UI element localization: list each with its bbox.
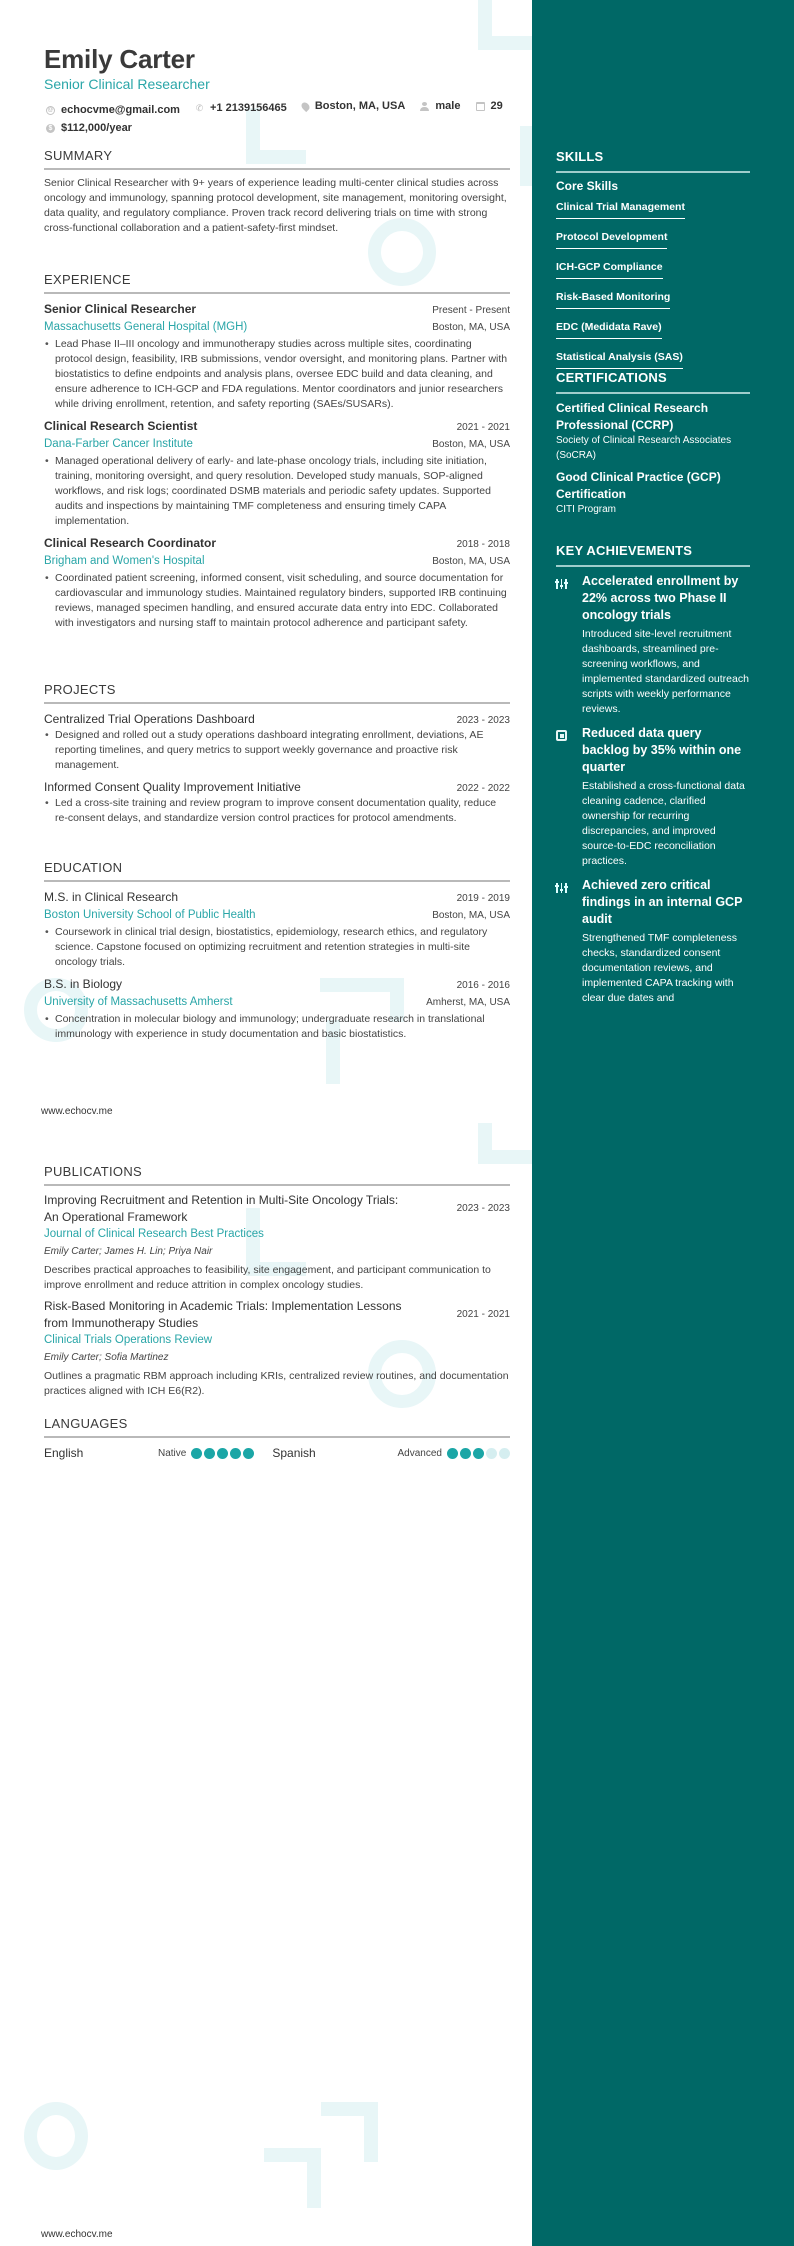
languages-row [44, 1444, 510, 1460]
location-pin-icon [300, 101, 311, 112]
job-title: Senior Clinical Researcher [44, 302, 197, 316]
publication-dates: 2021 - 2021 [456, 1309, 510, 1320]
publication-title: Risk-Based Monitoring in Academic Trials: Implementation Lessons from Immunotherapy Studies [44, 1299, 402, 1330]
section-heading: PROJECTS [44, 682, 510, 704]
section-heading: LANGUAGES [44, 1416, 510, 1438]
achievements-section [556, 543, 750, 1014]
proficiency-dots [191, 1448, 254, 1459]
achievement-description: Established a cross-functional data cleaning cadence, clarified ownership for recurring discrepancies, and improved source-to-EDC reconciliation practices. [582, 780, 745, 867]
job-title: Clinical Research Scientist [44, 419, 198, 433]
achievement-title: Achieved zero critical findings in an internal GCP audit [582, 878, 743, 926]
proficiency-dots [447, 1448, 510, 1459]
skill-item: ICH-GCP Compliance [556, 261, 663, 279]
section-heading: EDUCATION [44, 860, 510, 882]
job-dates: 2018 - 2018 [456, 539, 510, 550]
experience-entry [44, 534, 510, 631]
dot-empty [499, 1448, 510, 1459]
language-name: Spanish [272, 1446, 316, 1460]
degree: B.S. in Biology [44, 977, 123, 991]
contact-gender: male [420, 98, 460, 115]
decor-bracket [478, 36, 532, 50]
section-heading: KEY ACHIEVEMENTS [556, 543, 750, 567]
contact-phone[interactable]: ✆ +1 2139156465 [195, 102, 287, 114]
skill-group-title: Core Skills [556, 179, 619, 193]
experience-section [44, 272, 510, 636]
education-dates: 2016 - 2016 [456, 980, 510, 991]
school: University of Massachusetts Amherst [44, 996, 233, 1008]
skill-item: Statistical Analysis (SAS) [556, 351, 683, 369]
achievement-title: Accelerated enrollment by 22% across two Phase II oncology trials [582, 574, 739, 622]
at-icon: @ [47, 107, 54, 113]
language-level: Advanced [397, 1447, 442, 1459]
project-name: Centralized Trial Operations Dashboard [44, 712, 255, 726]
project-entry [44, 778, 510, 826]
summary-text: Senior Clinical Researcher with 9+ years of experience leading multi-center clinical studies across oncology and immunology, spanning protocol development, site management, monitoring oversight, data quality, and regulatory compliance. Proven track record delivering trials on time with strong cross-functional collaboration and a patient-safety-first mindset. [44, 177, 507, 234]
decor-bracket [364, 2102, 378, 2162]
publication-authors: Emily Carter; James H. Lin; Priya Nair [44, 1246, 213, 1257]
job-title: Clinical Research Coordinator [44, 536, 217, 550]
publication-title: Improving Recruitment and Retention in Multi-Site Oncology Trials: An Operational Framework [44, 1193, 399, 1224]
dot-filled [473, 1448, 484, 1459]
job-location: Boston, MA, USA [432, 439, 510, 450]
achievement-description: Strengthened TMF completeness checks, standardized consent documentation reviews, and implemented CAPA tracking with clear due dates and [582, 932, 738, 1004]
section-heading: SUMMARY [44, 148, 510, 170]
language-level: Native [158, 1447, 187, 1459]
footer-url[interactable]: www.echocv.me [41, 2229, 113, 2240]
job-dates: Present - Present [432, 305, 510, 316]
employer: Brigham and Women's Hospital [44, 555, 205, 567]
project-dates: 2023 - 2023 [456, 715, 510, 726]
employer: Dana-Farber Cancer Institute [44, 438, 193, 450]
job-location: Boston, MA, USA [432, 556, 510, 567]
education-bullet: • Concentration in molecular biology and immunology; undergraduate research in translational immunology with experience in study documentation and basic biostatistics. [44, 1012, 510, 1042]
job-bullet: • Coordinated patient screening, informed consent, visit scheduling, and source documentation for cardiovascular and immunology studies. Maintained regulatory binders, supported IRB continuing reviews, managed specimen handling, and ensured accurate data entry into EDC. Collaborated with investigators and nursing staff to maintain protocol adherence and participant safety. [44, 571, 510, 631]
sliders-icon [556, 883, 567, 893]
summary-section [44, 148, 510, 236]
footer-url[interactable]: www.echocv.me [41, 1106, 113, 1117]
certifications-section [556, 370, 750, 523]
dot-empty [486, 1448, 497, 1459]
decor-bracket [478, 0, 492, 36]
certification-issuer: Society of Clinical Research Associates (SoCRA) [556, 435, 732, 461]
project-dates: 2022 - 2022 [456, 783, 510, 794]
skill-item: EDC (Medidata Rave) [556, 321, 662, 339]
publication-entry [44, 1298, 510, 1399]
person-icon [420, 102, 429, 111]
skills-section [556, 149, 750, 377]
experience-entry [44, 300, 510, 412]
skill-item: Clinical Trial Management [556, 201, 685, 219]
project-name: Informed Consent Quality Improvement Initiative [44, 780, 301, 794]
publication-authors: Emily Carter; Sofia Martinez [44, 1352, 169, 1363]
degree: M.S. in Clinical Research [44, 890, 179, 904]
certification-name: Good Clinical Practice (GCP) Certification [556, 470, 721, 501]
decor-bracket [478, 1150, 532, 1164]
decor-bracket [307, 2148, 321, 2208]
chip-icon [556, 730, 567, 741]
decor-circle [24, 2102, 88, 2170]
dot-filled [217, 1448, 228, 1459]
certification-name: Certified Clinical Research Professional (CCRP) [556, 401, 709, 432]
education-bullet: • Coursework in clinical trial design, biostatistics, epidemiology, research ethics, and regulatory science. Capstone focused on optimizing recruitment and retention strategies in multi-site oncology trials. [44, 925, 510, 970]
contact-email[interactable]: @ echocvme@gmail.com [47, 104, 180, 116]
contact-location: Boston, MA, USA [302, 98, 405, 115]
achievement-item [556, 573, 750, 717]
job-dates: 2021 - 2021 [456, 422, 510, 433]
section-heading: CERTIFICATIONS [556, 370, 750, 394]
publications-section [44, 1164, 510, 1404]
job-bullet: • Lead Phase II–III oncology and immunotherapy studies across multiple sites, coordinating protocol design, feasibility, IRB submissions, vendor oversight, and monitoring plans. Partner with biostatistics to define endpoints and analysis plans, oversee EDC build and data cleaning, and ensure adherence to ICH-GCP and FDA regulations. Mentor coordinators and junior researchers while driving enrollment, retention, and safety reporting (SAEs/SUSARs). [44, 337, 510, 412]
education-entry [44, 888, 510, 970]
dot-filled [243, 1448, 254, 1459]
education-entry [44, 975, 510, 1042]
projects-section [44, 682, 510, 831]
employer: Massachusetts General Hospital (MGH) [44, 321, 248, 333]
achievement-description: Introduced site-level recruitment dashboards, streamlined pre-screening workflows, and implemented standardized outreach scripts with weekly performance reviews. [582, 628, 749, 715]
contact-info [46, 98, 526, 137]
dot-filled [230, 1448, 241, 1459]
dot-filled [460, 1448, 471, 1459]
school: Boston University School of Public Health [44, 909, 256, 921]
dot-filled [191, 1448, 202, 1459]
achievement-item [556, 877, 750, 1006]
dot-filled [447, 1448, 458, 1459]
skill-item: Protocol Development [556, 231, 667, 249]
certification-issuer: CITI Program [556, 504, 617, 515]
sliders-icon [556, 579, 567, 589]
candidate-name: Emily Carter [44, 44, 195, 74]
dot-filled [204, 1448, 215, 1459]
contact-salary: $ $112,000/year [46, 120, 132, 137]
section-heading: EXPERIENCE [44, 272, 510, 294]
school-location: Boston, MA, USA [432, 910, 510, 921]
money-icon: $ [46, 124, 55, 133]
skill-item: Risk-Based Monitoring [556, 291, 670, 309]
contact-age: 29 [476, 98, 503, 115]
achievement-item [556, 725, 750, 869]
section-heading: PUBLICATIONS [44, 1164, 510, 1186]
project-entry [44, 710, 510, 773]
job-location: Boston, MA, USA [432, 322, 510, 333]
phone-icon: ✆ [195, 103, 204, 113]
calendar-icon [476, 102, 485, 111]
publication-entry [44, 1192, 510, 1293]
project-bullet: • Designed and rolled out a study operations dashboard integrating enrollment, deviations, AE reporting timelines, and query metrics to support weekly governance and proactive risk management. [44, 728, 510, 773]
publication-dates: 2023 - 2023 [456, 1203, 510, 1214]
job-bullet: • Managed operational delivery of early- and late-phase oncology trials, including site initiation, training, monitoring oversight, and query resolution. Developed study manuals, SOP-aligned workflows, and risk logs; coordinated DSMB materials and periodic safety updates. Supported audits and inspections by maintaining TMF completeness and ensuring timely CAPA implementation. [44, 454, 510, 529]
education-section [44, 860, 510, 1047]
candidate-title: Senior Clinical Researcher [44, 76, 210, 92]
languages-section [44, 1416, 510, 1460]
education-dates: 2019 - 2019 [456, 893, 510, 904]
publication-journal: Journal of Clinical Research Best Practices [44, 1228, 264, 1240]
achievement-title: Reduced data query backlog by 35% within one quarter [582, 726, 742, 774]
publication-summary: Outlines a pragmatic RBM approach including KRIs, centralized review routines, and documentation practices aligned with ICH E6(R2). [44, 1370, 509, 1397]
publication-journal: Clinical Trials Operations Review [44, 1334, 213, 1346]
school-location: Amherst, MA, USA [426, 997, 510, 1008]
language-name: English [44, 1446, 84, 1460]
publication-summary: Describes practical approaches to feasibility, site engagement, and participant communication to improve enrollment and reduce attrition in complex oncology studies. [44, 1264, 491, 1291]
experience-entry [44, 417, 510, 529]
section-heading: SKILLS [556, 149, 750, 173]
project-bullet: • Led a cross-site training and review program to improve consent documentation quality, reduce re-consent delays, and standardize version control practices for protocol amendments. [44, 796, 510, 826]
